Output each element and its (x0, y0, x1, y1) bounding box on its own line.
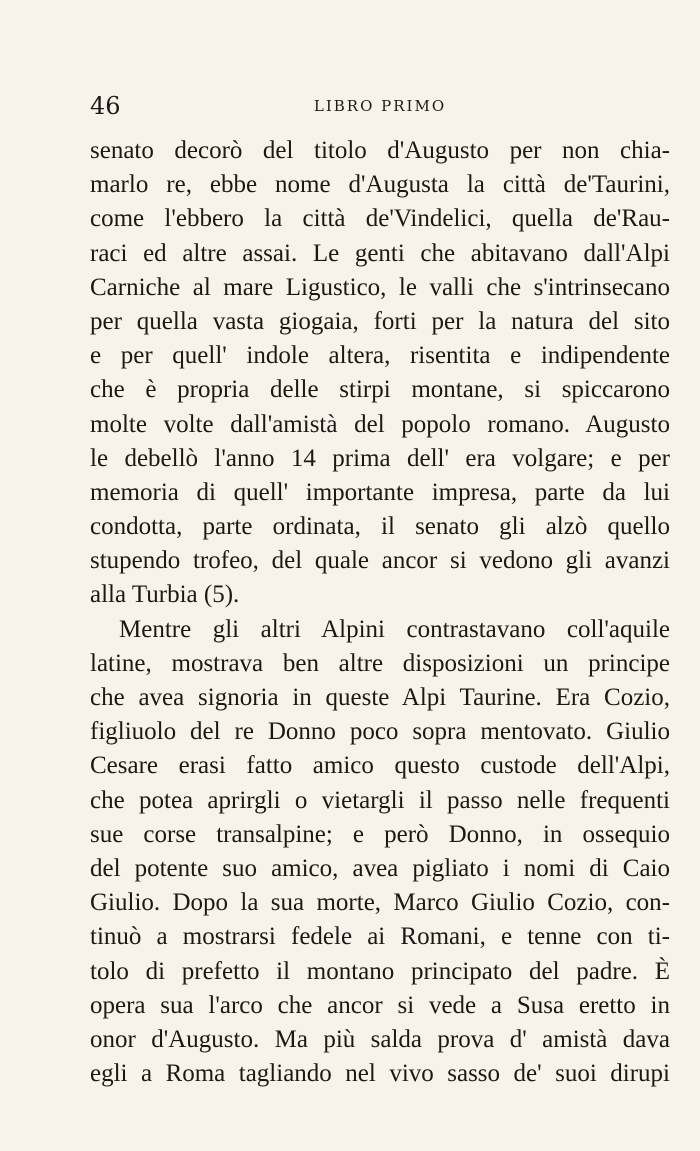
text-line: raci ed altre assai. Le genti che abitavano dall'Alpi (90, 239, 670, 267)
page-number: 46 (90, 92, 121, 120)
text-line: che potea aprirgli o vietargli il passo nelle frequenti (90, 786, 670, 814)
text-line: molte volte dall'amistà del popolo romano. Augusto (90, 410, 670, 438)
running-head: LIBRO PRIMO (313, 97, 447, 115)
body-text (90, 134, 670, 1091)
text-line: condotta, parte ordinata, il senato gli alzò quello (90, 513, 670, 541)
text-line: memoria di quell' importante impresa, parte da lui (90, 478, 670, 506)
text-line: marlo re, ebbe nome d'Augusta la città de'Taurini, (90, 171, 670, 199)
text-line: che avea signoria in queste Alpi Taurine. Era Cozio, (90, 684, 670, 711)
text-line: latine, mostrava ben altre disposizioni un principe (90, 649, 670, 677)
text-line: egli a Roma tagliando nel vivo sasso de' suoi dirupi (90, 1060, 670, 1088)
text-line: opera sua l'arco che ancor si vede a Susa eretto in (90, 991, 670, 1019)
text-line: del potente suo amico, avea pigliato i nomi di Caio (90, 854, 670, 882)
text-line: le debellò l'anno 14 prima dell' era volgare; e per (90, 444, 670, 472)
text-line: che è propria delle stirpi montane, si spiccarono (90, 376, 670, 404)
text-line: senato decorò del titolo d'Augusto per non chia- (90, 137, 670, 164)
text-line: per quella vasta giogaia, forti per la natura del sito (90, 307, 670, 335)
text-line: Cesare erasi fatto amico questo custode dell'Alpi, (90, 752, 670, 780)
paragraph-end-line: alla Turbia (5). (90, 581, 240, 609)
paragraph-first-line: Mentre gli altri Alpini contrastavano coll'aquile (119, 615, 670, 643)
page-header (90, 88, 670, 124)
text-line: Carniche al mare Ligustico, le valli che s'intrinsecano (90, 273, 670, 301)
text-line: stupendo trofeo, del quale ancor si vedono gli avanzi (90, 547, 670, 575)
text-line: come l'ebbero la città de'Vindelici, quella de'Rau- (90, 205, 670, 233)
text-line: tolo di prefetto il montano principato del padre. È (90, 957, 670, 985)
text-line: onor d'Augusto. Ma più salda prova d' amistà dava (90, 1025, 670, 1053)
text-line: Giulio. Dopo la sua morte, Marco Giulio Cozio, con- (90, 889, 670, 917)
text-line: tinuò a mostrarsi fedele ai Romani, e tenne con ti- (90, 923, 670, 951)
text-line: e per quell' indole altera, risentita e indipendente (90, 342, 670, 370)
text-line: sue corse transalpine; e però Donno, in ossequio (90, 820, 670, 848)
text-line: figliuolo del re Donno poco sopra mentovato. Giulio (90, 718, 670, 746)
